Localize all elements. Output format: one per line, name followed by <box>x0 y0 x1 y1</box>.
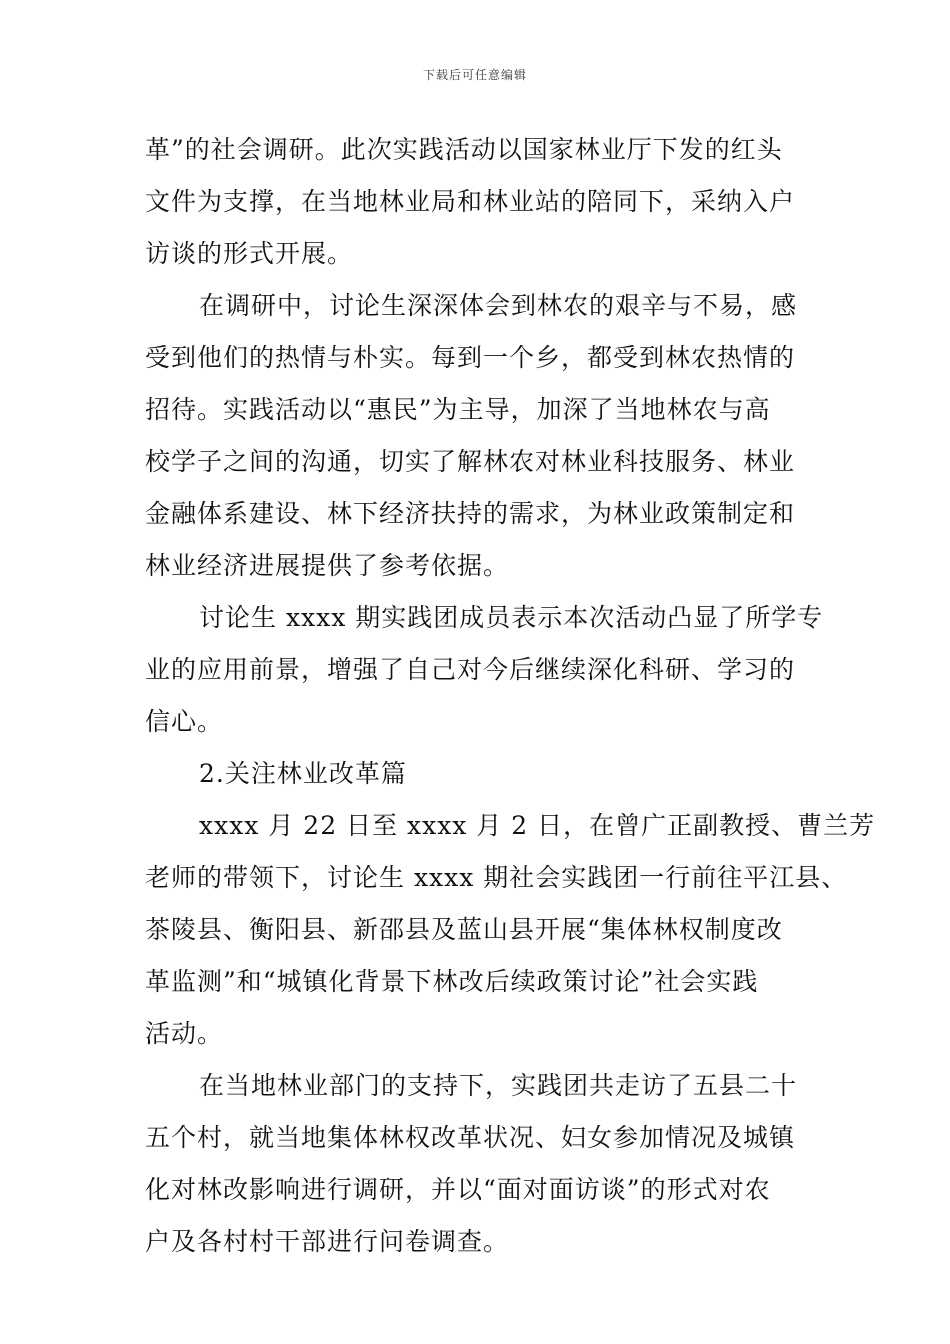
text-line: 林业经济进展提供了参考依据。 <box>145 551 510 580</box>
paragraph-start-line: xxxx 月 22 日至 xxxx 月 2 日，在曾广正副教授、曹兰芳 <box>199 811 876 840</box>
text-line: 招待。实践活动以“惠民”为主导，加深了当地林农与高 <box>145 395 771 424</box>
text-line: 受到他们的热情与朴实。每到一个乡，都受到林农热情的 <box>145 343 796 372</box>
text-line: 老师的带领下，讨论生 xxxx 期社会实践团一行前往平江县、 <box>145 863 848 892</box>
text-line: 五个村，就当地集体林权改革状况、妇女参加情况及城镇 <box>145 1123 796 1152</box>
text-line: 革监测”和“城镇化背景下林改后续政策讨论”社会实践 <box>145 967 759 996</box>
paragraph-start-line: 在调研中，讨论生深深体会到林农的艰辛与不易，感 <box>199 291 798 320</box>
text-line: 活动。 <box>145 1019 224 1048</box>
text-line: 文件为支撑，在当地林业局和林业站的陪同下，采纳入户 <box>145 187 796 216</box>
document-body <box>145 124 876 1268</box>
text-line: 户及各村村干部进行问卷调查。 <box>145 1227 510 1256</box>
paragraph-start-line: 在当地林业部门的支持下，实践团共走访了五县二十 <box>199 1071 798 1100</box>
section-heading: 2.关注林业改革篇 <box>199 759 407 788</box>
text-line: 校学子之间的沟通，切实了解林农对林业科技服务、林业 <box>145 447 796 476</box>
text-line: 业的应用前景，增强了自己对今后继续深化科研、学习的 <box>145 655 796 684</box>
text-line: 茶陵县、衡阳县、新邵县及蓝山县开展“集体林权制度改 <box>145 915 783 944</box>
paragraph-start-line: 讨论生 xxxx 期实践团成员表示本次活动凸显了所学专 <box>199 603 824 632</box>
text-line: 访谈的形式开展。 <box>145 239 354 268</box>
text-line: 革”的社会调研。此次实践活动以国家林业厅下发的红头 <box>145 135 783 164</box>
text-line: 金融体系建设、林下经济扶持的需求，为林业政策制定和 <box>145 499 796 528</box>
header-note: 下载后可任意编辑 <box>422 68 527 82</box>
text-line: 信心。 <box>145 707 224 736</box>
text-line: 化对林改影响进行调研，并以“面对面访谈”的形式对农 <box>145 1175 771 1204</box>
